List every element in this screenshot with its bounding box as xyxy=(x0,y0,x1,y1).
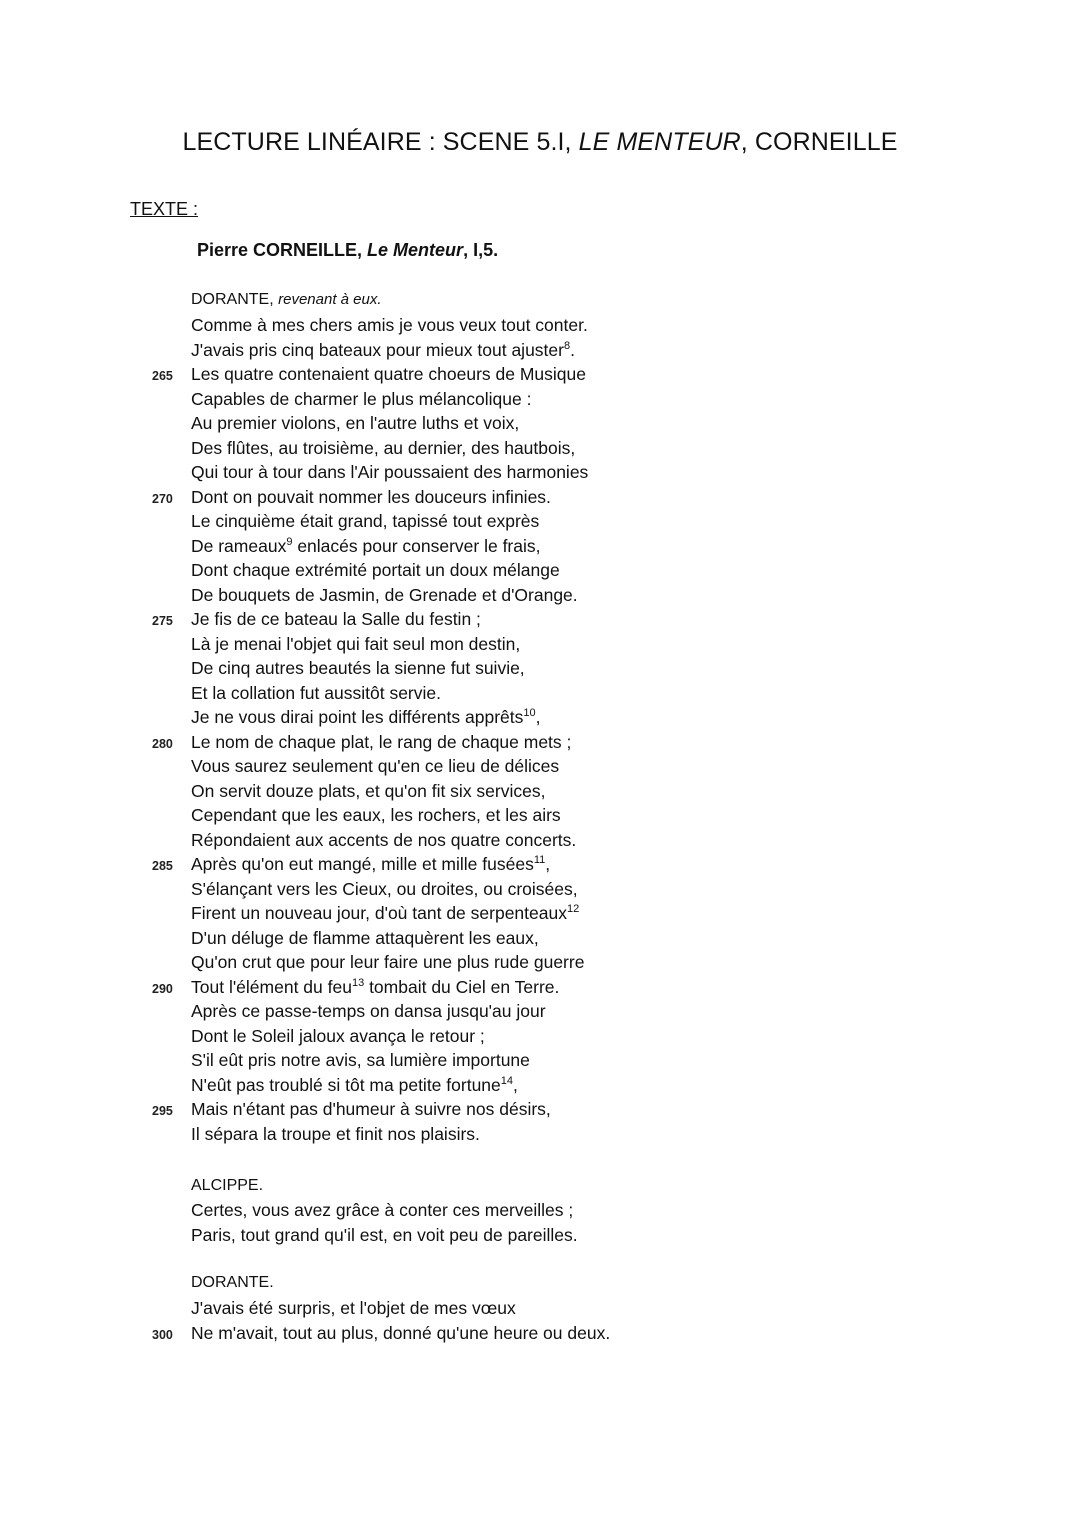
verse-line xyxy=(191,437,575,459)
verse-text-after: , xyxy=(535,707,541,727)
verse-text: Capables de charmer le plus mélancolique : xyxy=(191,388,532,409)
footnote-marker: 13 xyxy=(351,976,365,989)
verse-text-after: , xyxy=(513,1074,518,1095)
page-title xyxy=(0,128,1080,157)
verse-line xyxy=(191,657,525,679)
source-author: Pierre CORNEILLE, xyxy=(197,240,368,260)
speaker-dorante xyxy=(191,291,382,309)
verse-line xyxy=(191,461,588,483)
verse-text: Qu'on crut que pour leur faire une plus rude guerre xyxy=(191,952,585,972)
verse-text: Certes, vous avez grâce à conter ces merveilles ; xyxy=(191,1200,574,1220)
verse-line xyxy=(191,388,531,410)
line-number: 285 xyxy=(152,859,173,873)
line-number: 280 xyxy=(152,736,173,751)
verse-line xyxy=(191,829,576,851)
verse-text: Et la collation fut aussitôt servie. xyxy=(191,682,441,703)
verse-text: Dont chaque extrémité portait un doux mélange xyxy=(191,560,560,580)
line-number: 295 xyxy=(152,1104,173,1118)
verse-text: Le nom de chaque plat, le rang de chaque mets ; xyxy=(191,731,572,752)
footnote-marker: 8 xyxy=(563,339,571,352)
verse-text: Firent un nouveau jour, d'où tant de serpenteaux xyxy=(191,903,567,923)
verse-line xyxy=(191,902,579,924)
verse-line xyxy=(191,486,551,508)
verse-text: Dont le Soleil jaloux avança le retour ; xyxy=(191,1025,485,1046)
verse-text-after: , xyxy=(545,854,551,874)
footnote-marker: 11 xyxy=(533,854,546,866)
source-reference xyxy=(197,240,498,261)
verse-line xyxy=(191,412,519,434)
verse-line xyxy=(191,1074,518,1096)
verse-line xyxy=(191,314,588,336)
verse-line xyxy=(191,584,578,606)
verse-text: D'un déluge de flamme attaquèrent les eaux, xyxy=(191,927,539,948)
verse-line xyxy=(191,1199,573,1221)
verse-text: Mais n'étant pas d'humeur à suivre nos désirs, xyxy=(191,1099,551,1119)
footnote-marker: 14 xyxy=(500,1074,514,1087)
footnote-marker: 9 xyxy=(286,535,293,548)
verse-text-after: . xyxy=(570,339,575,360)
line-number: 265 xyxy=(152,369,173,383)
speaker-alcippe: ALCIPPE. xyxy=(191,1177,264,1194)
verse-line xyxy=(191,633,520,655)
verse-line xyxy=(191,706,541,728)
verse-line xyxy=(191,559,560,581)
verse-line xyxy=(191,951,584,973)
verse-text: On servit douze plats, et qu'on fit six services, xyxy=(191,780,546,801)
verse-text: Il sépara la troupe et finit nos plaisirs. xyxy=(191,1123,480,1144)
verse-text: J'avais été surpris, et l'objet de mes vœux xyxy=(191,1298,516,1318)
verse-text-after: enlacés pour conserver le frais, xyxy=(292,535,541,556)
verse-text: S'il eût pris notre avis, sa lumière importune xyxy=(191,1050,530,1070)
verse-text: De rameaux xyxy=(191,535,287,556)
verse-line xyxy=(191,853,550,875)
verse-line xyxy=(191,363,586,385)
verse-text: Je ne vous dirai point les différents apprêts xyxy=(191,707,524,727)
verse-text: Des flûtes, au troisième, au dernier, des hautbois, xyxy=(191,437,576,458)
verse-line xyxy=(191,804,561,826)
verse-line xyxy=(191,682,441,704)
verse-text: Les quatre contenaient quatre choeurs de Musique xyxy=(191,364,586,384)
verse-line xyxy=(191,731,571,753)
verse-text: Après qu'on eut mangé, mille et mille fusées xyxy=(191,854,534,874)
verse-text: Ne m'avait, tout au plus, donné qu'une heure ou deux. xyxy=(191,1322,611,1343)
line-number: 290 xyxy=(152,981,173,996)
line-number: 275 xyxy=(152,614,173,628)
footnote-marker: 12 xyxy=(566,903,580,915)
verse-line xyxy=(191,1322,610,1344)
verse-text-after: tombait du Ciel en Terre. xyxy=(364,976,560,997)
verse-text: Paris, tout grand qu'il est, en voit peu de pareilles. xyxy=(191,1224,578,1245)
section-label: TEXTE : xyxy=(130,199,199,219)
verse-line xyxy=(191,1098,551,1120)
verse-text: Comme à mes chers amis je vous veux tout conter. xyxy=(191,315,588,335)
stage-direction: revenant à eux. xyxy=(278,291,382,308)
verse-text: Qui tour à tour dans l'Air poussaient des harmonies xyxy=(191,462,589,482)
verse-line xyxy=(191,1025,485,1047)
verse-text: Cependant que les eaux, les rochers, et les airs xyxy=(191,805,561,825)
source-ref: , I,5. xyxy=(463,240,499,260)
verse-line xyxy=(191,1297,516,1319)
verse-text: Vous saurez seulement qu'en ce lieu de délices xyxy=(191,756,560,776)
title-prefix: LECTURE LINÉAIRE : SCENE 5.I, xyxy=(182,128,579,156)
verse-line xyxy=(191,780,545,802)
verse-line xyxy=(191,1224,578,1246)
verse-line xyxy=(191,339,575,361)
speaker-dorante-2: DORANTE. xyxy=(191,1274,274,1291)
verse-line xyxy=(191,927,539,949)
verse-text: De bouquets de Jasmin, de Grenade et d'Orange. xyxy=(191,584,578,605)
verse-text: Dont on pouvait nommer les douceurs infinies. xyxy=(191,486,551,507)
verse-line xyxy=(191,608,481,630)
verse-line xyxy=(191,1049,530,1071)
verse-line xyxy=(191,976,559,998)
verse-text: Je fis de ce bateau la Salle du festin ; xyxy=(191,609,481,629)
verse-text: Tout l'élément du feu xyxy=(191,976,352,997)
verse-line xyxy=(191,510,539,532)
verse-line xyxy=(191,1000,546,1022)
verse-text: J'avais pris cinq bateaux pour mieux tout ajuster xyxy=(191,339,564,360)
verse-text: S'élançant vers les Cieux, ou droites, ou croisées, xyxy=(191,878,578,899)
verse-line xyxy=(191,755,559,777)
title-suffix: , CORNEILLE xyxy=(740,128,898,156)
verse-text: Répondaient aux accents de nos quatre concerts. xyxy=(191,829,577,850)
verse-text: Le cinquième était grand, tapissé tout exprès xyxy=(191,511,540,531)
verse-text: Après ce passe-temps on dansa jusqu'au jour xyxy=(191,1001,546,1021)
verse-line xyxy=(191,535,541,557)
line-number: 270 xyxy=(152,491,173,506)
title-work: LE MENTEUR xyxy=(578,128,741,156)
verse-text: N'eût pas troublé si tôt ma petite fortune xyxy=(191,1074,501,1095)
verse-text: Au premier violons, en l'autre luths et voix, xyxy=(191,413,520,433)
speaker-name: DORANTE, xyxy=(191,291,279,308)
source-work: Le Menteur xyxy=(367,240,464,260)
verse-text: Là je menai l'objet qui fait seul mon destin, xyxy=(191,633,521,654)
verse-line xyxy=(191,1123,480,1145)
footnote-marker: 10 xyxy=(523,707,536,719)
line-number: 300 xyxy=(152,1327,173,1342)
verse-line xyxy=(191,878,578,900)
verse-text: De cinq autres beautés la sienne fut suivie, xyxy=(191,658,525,678)
